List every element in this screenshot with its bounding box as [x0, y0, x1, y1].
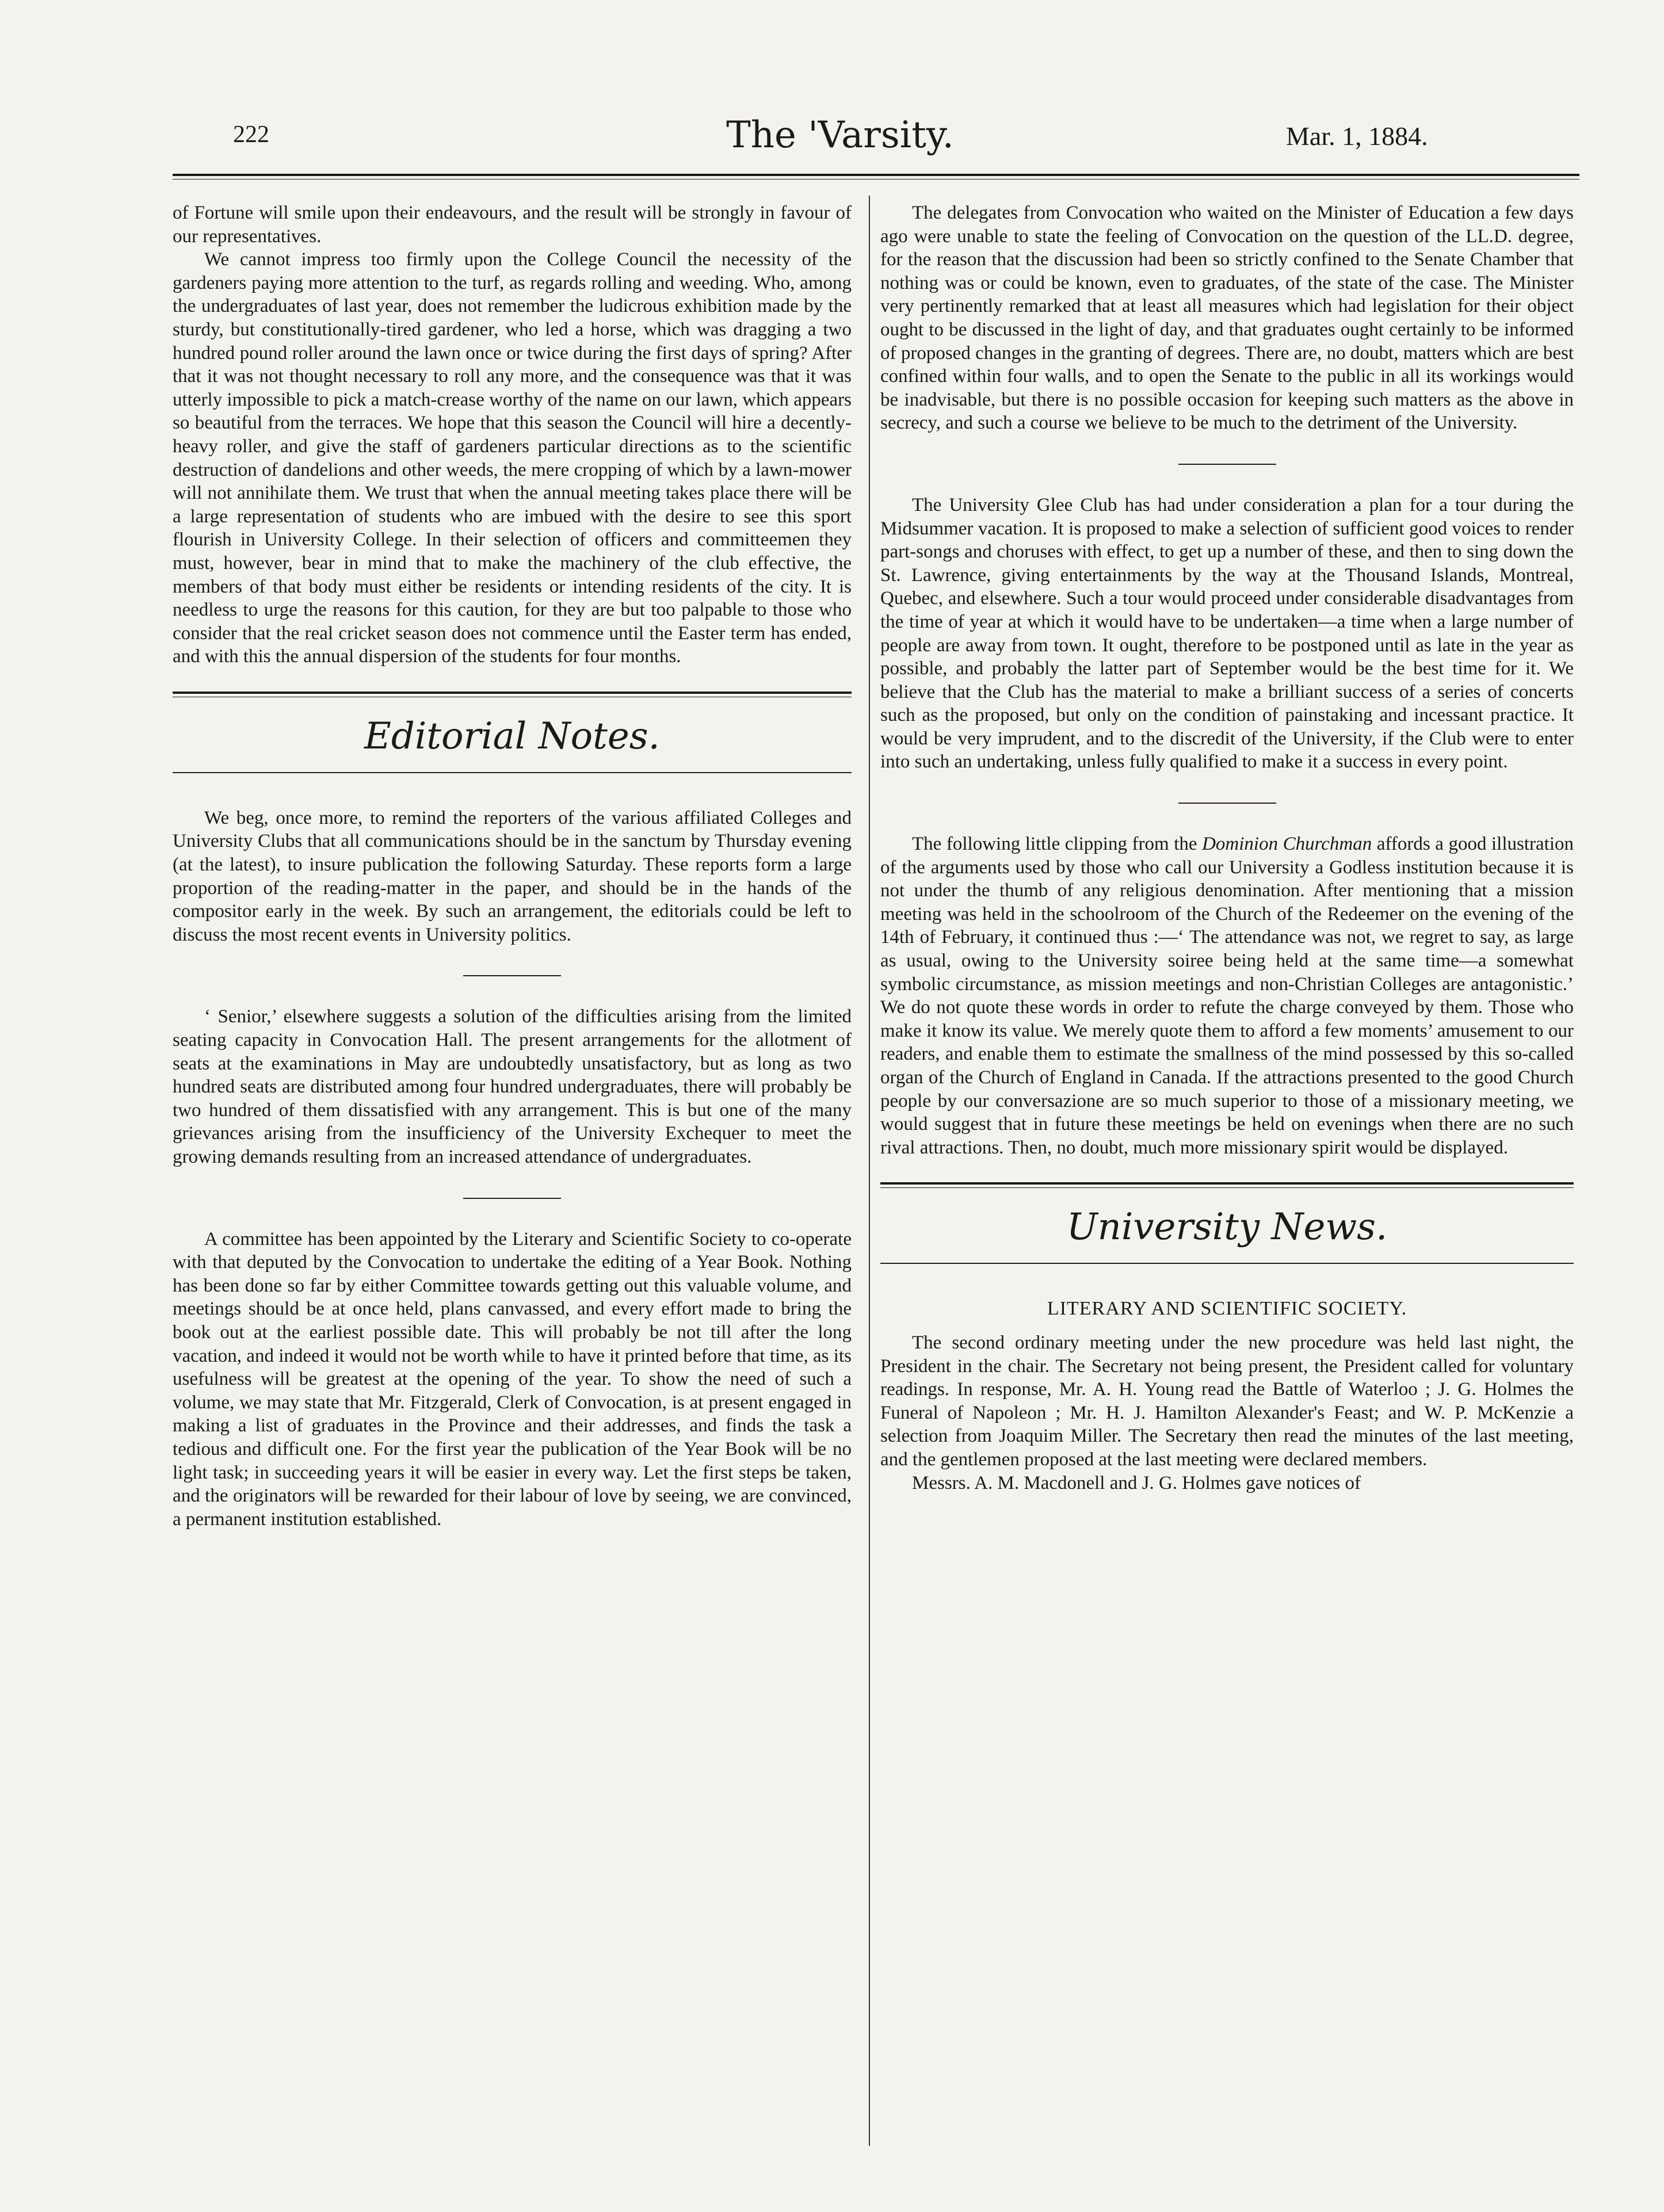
issue-date: Mar. 1, 1884.	[1286, 121, 1428, 151]
section-rule	[173, 692, 852, 697]
section-heading-university-news: University News.	[1066, 1206, 1388, 1249]
left-column	[173, 201, 852, 1531]
section-heading-editorial-notes: Editorial Notes.	[364, 715, 660, 758]
paragraph-convocation-delegates: The delegates from Convocation who waited on the Minister of Education a few days ago were unable to state the feeling of Convocation on the question of the LL.D. degree, for the reason that the discussion had been so strictly confined to the Senate Chamber that nothing was or could be known, even to graduates, of the state of the case. The Minister very pertinently remarked that at least all measures which had legislation for their object ought to be discussed in the light of day, and that graduates ought certainly to be informed of proposed changes in the granting of degrees. There are, no doubt, matters which are best confined within four walls, and to open the Senate to the public in all its workings would be inadvisable, but there is no possible occasion for keeping such matters as the above in secrecy, and such a course we believe to be much to the detriment of the University.	[880, 203, 1574, 434]
column-divider	[869, 196, 870, 2146]
paragraph-dominion-churchman	[880, 832, 1574, 1159]
page-number: 222	[233, 121, 269, 148]
paragraph-senior: ‘ Senior,’ elsewhere suggests a solution of the difficulties arising from the limited seating capacity in Convocation Hall. The present arrangements for the allotment of seats at the examinations in May are undoubtedly unsatisfactory, but as long as two hundred seats are distributed among four hundred undergraduates, there will probably be two hundred of them dissatisfied with any arrangement. This is but one of the many grievances arising from the insufficiency of the University Exchequer to meet the growing demands resulting from an increased attendance of undergraduates.	[173, 1006, 852, 1167]
publication-name: Dominion Churchman	[1202, 834, 1372, 855]
separator-rule	[1178, 464, 1276, 465]
separator-rule	[1178, 803, 1276, 804]
heading-underrule	[173, 772, 852, 773]
paragraph-glee-club: The University Glee Club has had under consideration a plan for a tour during the Midsummer vacation. It is proposed to make a selection of sufficient good voices to render part-songs and choruses with effect, to get up a number of these, and then to sing down the St. Lawrence, giving entertainments by the way at the Thousand Islands, Montreal, Quebec, and elsewhere. Such a tour would proceed under considerable disadvantages from the time of year at which it would have to be undertaken—a time when a large number of people are away from town. It ought, therefore to be postponed until as late in the year as possible, and probably the latter part of September would be the best time for it. We believe that the Club has the material to make a brilliant success of a series of concerts such as the proposed, but only on the condition of painstaking and incessant practice. It would be very imprudent, and to the discredit of the University, if the Club were to enter into such an undertaking, unless fully qualified to make it a success in every point.	[880, 494, 1574, 773]
masthead-title: The 'Varsity.	[726, 114, 954, 156]
heading-underrule	[880, 1263, 1574, 1264]
paragraph-gardeners: We cannot impress too firmly upon the College Council the necessity of the gardeners paying more attention to the turf, as regards rolling and weeding. Who, among the undergraduates of last year, does not remember the ludicrous exhibition made by the sturdy, but constitutionally-tired gardener, who led a horse, which was dragging a two hundred pound roller around the lawn once or twice during the first days of spring? After that it was not thought necessary to roll any more, and the consequence was that it was utterly impossible to pick a match-crease worthy of the name on our lawn, which appears so beautiful from the terraces. We hope that this season the Council will hire a decently-heavy roller, and give the staff of gardeners particular directions as to the scientific destruction of dandelions and other weeds, the mere cropping of which by a lawn-mower will not annihilate them. We trust that when the annual meeting takes place there will be a large representation of students who are imbued with the desire to see this sport flourish in University College. In their selection of officers and committeemen they must, however, bear in mind that to make the machinery of the club effective, the members of that body must either be residents or intending residents of the city. It is needless to urge the reasons for this caution, for they are but too palpable to those who consider that the real cricket season does not commence until the Easter term has ended, and with this the annual dispersion of the students for four months.	[173, 249, 852, 667]
separator-rule	[463, 975, 561, 976]
clipping-intro: The following little clipping from the	[912, 834, 1197, 855]
paragraph-notices: Messrs. A. M. Macdonell and J. G. Holmes gave notices of	[912, 1472, 1361, 1493]
right-column	[880, 201, 1574, 1495]
subheading-literary-society: LITERARY AND SCIENTIFIC SOCIETY.	[1047, 1298, 1407, 1320]
clipping-body: affords a good illustration of the arguments used by those who call our University a Godless institution because it is not under the thumb of any religious denomination. After mentioning that a mission meeting was held in the schoolroom of the Church of the Redeemer on the evening of the 14th of February, it continued thus :—‘ The attendance was not, we regret to say, as large as usual, owing to the University soiree being held at the same time—a somewhat symbolic circumstance, as mission meetings and non-Christian Colleges are antagonistic.’ We do not quote these words in order to refute the charge conveyed by them. Those who make it know its value. We merely quote them to afford a few moments’ amusement to our readers, and enable them to estimate the smallness of the mind possessed by this so-called organ of the Church of England in Canada. If the attractions presented to the good Church people by our conversazione are so much superior to those of a missionary meeting, we would suggest that in future these meetings be held on evenings when there are no such rival attractions. Then, no doubt, much more missionary spirit would be displayed.	[880, 834, 1574, 1158]
paragraph-fortune-continued: of Fortune will smile upon their endeavours, and the result will be strongly in favour of our representatives.	[173, 203, 852, 247]
paragraph-reporters: We beg, once more, to remind the reporters of the various affiliated Colleges and University Clubs that all communications should be in the sanctum by Thursday evening (at the latest), to insure publication the following Saturday. These reports form a large proportion of the reading-matter in the paper, and should be in the hands of the compositor early in the week. By such an arrangement, the editorials could be left to discuss the most recent events in University politics.	[173, 807, 852, 945]
section-rule	[880, 1182, 1574, 1188]
paragraph-meeting: The second ordinary meeting under the new procedure was held last night, the President in the chair. The Secretary not being present, the President called for voluntary readings. In response, Mr. A. H. Young read the Battle of Waterloo ; J. G. Holmes the Funeral of Napoleon ; Mr. H. J. Hamilton Alexander's Feast; and W. P. McKenzie a selection from Joaquim Miller. The Secretary then read the minutes of the last meeting, and the gentlemen proposed at the last meeting were declared members.	[880, 1332, 1574, 1470]
separator-rule	[463, 1198, 561, 1199]
paragraph-year-book: A committee has been appointed by the Literary and Scientific Society to co-operate with that deputed by the Convocation to undertake the editing of a Year Book. Nothing has been done so far by either Committee towards getting out this valuable volume, and meetings should be at once held, plans canvassed, and every effort made to bring the book out at the earliest possible date. This will probably be not till after the long vacation, and indeed it would not be worth while to have it printed before that time, as its usefulness will be greatest at the opening of the year. To show the need of such a volume, we may state that Mr. Fitzgerald, Clerk of Convocation, is at present engaged in making a list of graduates in the Province and their addresses, and finds the task a tedious and difficult one. For the first year the publication of the Year Book will be no light task; in succeeding years it will be easier in every way. Let the first steps be taken, and the originators will be rewarded for their labour of love by seeing, we are convinced, a permanent institution established.	[173, 1228, 852, 1530]
header-rule	[173, 174, 1579, 179]
